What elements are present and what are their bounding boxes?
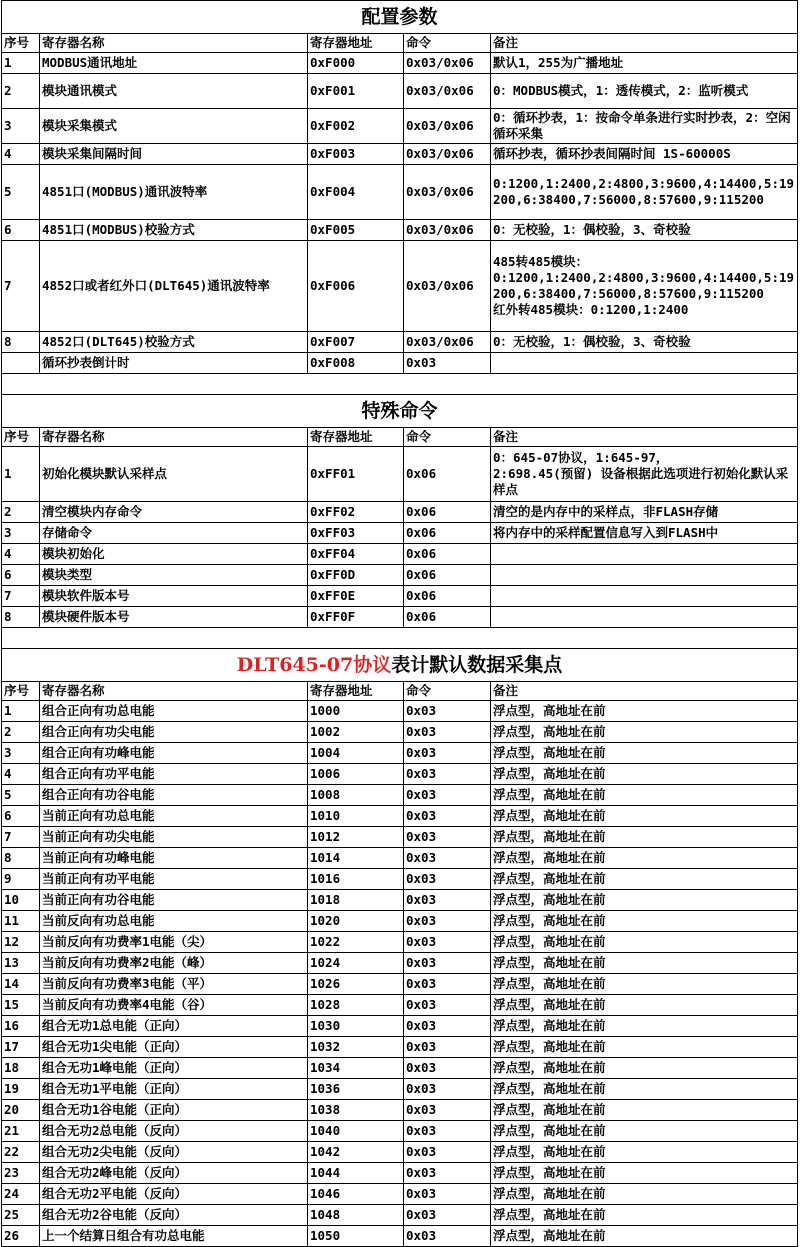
name-cell: 模块硬件版本号 [40, 607, 308, 628]
seq-cell: 6 [2, 806, 40, 827]
seq-cell: 20 [2, 1100, 40, 1121]
special-row [2, 607, 798, 628]
name-cell: 初始化模块默认采样点 [40, 447, 308, 502]
name-cell: 模块类型 [40, 565, 308, 586]
seq-cell: 26 [2, 1226, 40, 1247]
addr-cell: 0xFF03 [308, 523, 404, 544]
note-cell: 0:1200,1:2400,2:4800,3:9600,4:14400,5:19200,6:38400,7:56000,8:57600,9:115200 [491, 165, 798, 220]
note-line: 红外转485模块：0:1200,1:2400 [493, 302, 689, 317]
name-cell: 组合正向有功尖电能 [40, 722, 308, 743]
seq-cell: 8 [2, 332, 40, 353]
cmd-cell: 0x03/0x06 [404, 109, 491, 144]
name-cell: 当前正向有功谷电能 [40, 890, 308, 911]
name-cell: 组合无功2尖电能（反向） [40, 1142, 308, 1163]
dlt-row [2, 1037, 798, 1058]
name-cell: 模块初始化 [40, 544, 308, 565]
name-cell: 存储命令 [40, 523, 308, 544]
seq-cell: 10 [2, 890, 40, 911]
note-cell: 浮点型，高地址在前 [491, 869, 798, 890]
name-cell: 上一个结算日组合有功总电能 [40, 1226, 308, 1247]
addr-cell: 1002 [308, 722, 404, 743]
note-cell [491, 565, 798, 586]
addr-cell: 0xFF04 [308, 544, 404, 565]
config-row [2, 332, 798, 353]
note-cell: 浮点型，高地址在前 [491, 995, 798, 1016]
note-cell [491, 353, 798, 374]
addr-cell: 1032 [308, 1037, 404, 1058]
cmd-cell: 0x03/0x06 [404, 332, 491, 353]
dlt-row [2, 785, 798, 806]
cmd-cell: 0x03 [404, 911, 491, 932]
config-title: 配置参数 [2, 1, 798, 34]
note-cell: 浮点型，高地址在前 [491, 911, 798, 932]
seq-cell: 21 [2, 1121, 40, 1142]
cmd-cell: 0x06 [404, 565, 491, 586]
addr-cell: 1014 [308, 848, 404, 869]
seq-cell: 6 [2, 220, 40, 241]
seq-cell: 22 [2, 1142, 40, 1163]
header-seq: 序号 [2, 428, 40, 447]
note-cell: 0：循环抄表，1：按命令单条进行实时抄表，2：空闲循环采集 [491, 109, 798, 144]
note-cell: 浮点型，高地址在前 [491, 701, 798, 722]
addr-cell: 1038 [308, 1100, 404, 1121]
cmd-cell: 0x03 [404, 848, 491, 869]
name-cell: 组合正向有功谷电能 [40, 785, 308, 806]
header-seq: 序号 [2, 682, 40, 701]
name-cell: 组合无功1尖电能（正向） [40, 1037, 308, 1058]
name-cell: 组合正向有功峰电能 [40, 743, 308, 764]
special-row [2, 586, 798, 607]
dlt-row [2, 1226, 798, 1247]
addr-cell: 1026 [308, 974, 404, 995]
note-cell: 浮点型，高地址在前 [491, 785, 798, 806]
seq-cell: 4 [2, 764, 40, 785]
cmd-cell: 0x03 [404, 995, 491, 1016]
name-cell: 4851口(MODBUS)校验方式 [40, 220, 308, 241]
header-name: 寄存器名称 [40, 682, 308, 701]
note-cell: 浮点型，高地址在前 [491, 827, 798, 848]
name-cell: 4851口(MODBUS)通讯波特率 [40, 165, 308, 220]
seq-cell: 16 [2, 1016, 40, 1037]
cmd-cell: 0x03 [404, 722, 491, 743]
config-row [2, 109, 798, 144]
addr-cell: 1050 [308, 1226, 404, 1247]
header-addr: 寄存器地址 [308, 428, 404, 447]
dlt-row [2, 1142, 798, 1163]
dlt-row [2, 722, 798, 743]
seq-cell: 8 [2, 848, 40, 869]
cmd-cell: 0x03 [404, 743, 491, 764]
cmd-cell: 0x06 [404, 523, 491, 544]
dlt-row [2, 1058, 798, 1079]
cmd-cell: 0x03 [404, 890, 491, 911]
cmd-cell: 0x03 [404, 1058, 491, 1079]
dlt-row [2, 1163, 798, 1184]
seq-cell: 11 [2, 911, 40, 932]
special-header-row [2, 428, 798, 447]
note-cell: 浮点型，高地址在前 [491, 890, 798, 911]
dlt-title [2, 649, 798, 682]
note-cell: 0：无校验，1：偶校验，3、奇校验 [491, 332, 798, 353]
addr-cell: 1028 [308, 995, 404, 1016]
header-cmd: 命令 [404, 34, 491, 53]
header-note: 备注 [491, 34, 798, 53]
addr-cell: 0xF001 [308, 74, 404, 109]
name-cell: 当前正向有功平电能 [40, 869, 308, 890]
cmd-cell: 0x03/0x06 [404, 241, 491, 332]
addr-cell: 1004 [308, 743, 404, 764]
note-cell: 将内存中的采样配置信息写入到FLASH中 [491, 523, 798, 544]
addr-cell: 1024 [308, 953, 404, 974]
note-cell: 浮点型，高地址在前 [491, 974, 798, 995]
seq-cell: 2 [2, 74, 40, 109]
dlt-row [2, 1079, 798, 1100]
cmd-cell: 0x03 [404, 1100, 491, 1121]
note-cell: 浮点型，高地址在前 [491, 1037, 798, 1058]
dlt-row [2, 827, 798, 848]
name-cell: MODBUS通讯地址 [40, 53, 308, 74]
name-cell: 组合无功2峰电能（反向） [40, 1163, 308, 1184]
addr-cell: 0xF002 [308, 109, 404, 144]
seq-cell: 17 [2, 1037, 40, 1058]
cmd-cell: 0x03/0x06 [404, 165, 491, 220]
special-row [2, 544, 798, 565]
note-cell: 浮点型，高地址在前 [491, 1058, 798, 1079]
name-cell: 组合无功1总电能（正向） [40, 1016, 308, 1037]
cmd-cell: 0x03/0x06 [404, 144, 491, 165]
special-title: 特殊命令 [2, 395, 798, 428]
note-cell: 浮点型，高地址在前 [491, 848, 798, 869]
note-cell: 浮点型，高地址在前 [491, 743, 798, 764]
name-cell: 组合无功2平电能（反向） [40, 1184, 308, 1205]
cmd-cell: 0x03 [404, 1016, 491, 1037]
header-cmd: 命令 [404, 682, 491, 701]
addr-cell: 0xF000 [308, 53, 404, 74]
name-cell: 组合无功2谷电能（反向） [40, 1205, 308, 1226]
cmd-cell: 0x03 [404, 932, 491, 953]
dlt-title-rest: 表计默认数据采集点 [391, 654, 563, 676]
addr-cell: 1000 [308, 701, 404, 722]
note-cell: 浮点型，高地址在前 [491, 1163, 798, 1184]
header-note: 备注 [491, 428, 798, 447]
note-cell: 浮点型，高地址在前 [491, 806, 798, 827]
seq-cell: 25 [2, 1205, 40, 1226]
special-row [2, 502, 798, 523]
name-cell: 组合正向有功平电能 [40, 764, 308, 785]
addr-cell: 1020 [308, 911, 404, 932]
name-cell: 组合无功1峰电能（正向） [40, 1058, 308, 1079]
seq-cell: 12 [2, 932, 40, 953]
name-cell: 组合无功1谷电能（正向） [40, 1100, 308, 1121]
addr-cell: 1018 [308, 890, 404, 911]
config-row [2, 353, 798, 374]
cmd-cell: 0x03 [404, 1184, 491, 1205]
dlt-row [2, 1205, 798, 1226]
addr-cell: 1012 [308, 827, 404, 848]
note-cell: 浮点型，高地址在前 [491, 1142, 798, 1163]
note-line: 2:698.45(预留) 设备根据此选项进行初始化默认采样点 [493, 466, 789, 497]
cmd-cell: 0x03 [404, 701, 491, 722]
cmd-cell: 0x03 [404, 764, 491, 785]
note-cell: 0：无校验，1：偶校验，3、奇校验 [491, 220, 798, 241]
note-cell: 浮点型，高地址在前 [491, 1205, 798, 1226]
addr-cell: 0xFF01 [308, 447, 404, 502]
header-name: 寄存器名称 [40, 34, 308, 53]
note-cell: 浮点型，高地址在前 [491, 932, 798, 953]
addr-cell: 1040 [308, 1121, 404, 1142]
dlt-header-row [2, 682, 798, 701]
cmd-cell: 0x06 [404, 447, 491, 502]
addr-cell: 0xF007 [308, 332, 404, 353]
seq-cell: 1 [2, 53, 40, 74]
name-cell: 循环抄表倒计时 [40, 353, 308, 374]
dlt-row [2, 764, 798, 785]
note-cell: 浮点型，高地址在前 [491, 722, 798, 743]
note-cell: 0：MODBUS模式，1：透传模式，2：监听模式 [491, 74, 798, 109]
cmd-cell: 0x03/0x06 [404, 53, 491, 74]
note-cell: 清空的是内存中的采样点，非FLASH存储 [491, 502, 798, 523]
seq-cell: 4 [2, 144, 40, 165]
note-line: 0:1200,1:2400,2:4800,3:9600,4:14400,5:19200,6:38400,7:56000,8:57600,9:115200 [493, 270, 795, 301]
cmd-cell: 0x03/0x06 [404, 74, 491, 109]
seq-cell: 1 [2, 447, 40, 502]
note-cell [491, 544, 798, 565]
name-cell: 模块通讯模式 [40, 74, 308, 109]
seq-cell: 7 [2, 586, 40, 607]
name-cell: 当前反向有功费率2电能（峰） [40, 953, 308, 974]
note-cell: 循环抄表，循环抄表间隔时间 1S-60000S [491, 144, 798, 165]
seq-cell: 2 [2, 722, 40, 743]
dlt-row [2, 743, 798, 764]
seq-cell: 4 [2, 544, 40, 565]
name-cell: 组合无功2总电能（反向） [40, 1121, 308, 1142]
dlt-row [2, 974, 798, 995]
note-cell: 浮点型，高地址在前 [491, 1100, 798, 1121]
note-cell [491, 241, 798, 332]
special-row [2, 523, 798, 544]
name-cell: 组合无功1平电能（正向） [40, 1079, 308, 1100]
header-note: 备注 [491, 682, 798, 701]
addr-cell: 1036 [308, 1079, 404, 1100]
config-row [2, 165, 798, 220]
addr-cell: 0xF008 [308, 353, 404, 374]
seq-cell: 3 [2, 523, 40, 544]
seq-cell: 3 [2, 109, 40, 144]
seq-cell: 13 [2, 953, 40, 974]
note-cell [491, 586, 798, 607]
seq-cell: 8 [2, 607, 40, 628]
cmd-cell: 0x03 [404, 974, 491, 995]
seq-cell: 2 [2, 502, 40, 523]
cmd-cell: 0x03 [404, 1121, 491, 1142]
addr-cell: 1022 [308, 932, 404, 953]
dlt-row [2, 890, 798, 911]
addr-cell: 1006 [308, 764, 404, 785]
note-cell: 浮点型，高地址在前 [491, 1184, 798, 1205]
seq-cell: 3 [2, 743, 40, 764]
name-cell: 4852口(DLT645)校验方式 [40, 332, 308, 353]
dlt-row [2, 1016, 798, 1037]
cmd-cell: 0x06 [404, 586, 491, 607]
note-cell [491, 607, 798, 628]
addr-cell: 1042 [308, 1142, 404, 1163]
seq-cell: 7 [2, 827, 40, 848]
dlt-title-protocol: DLT645-07协议 [236, 654, 392, 676]
name-cell: 模块采集模式 [40, 109, 308, 144]
note-cell: 浮点型，高地址在前 [491, 1079, 798, 1100]
config-row [2, 53, 798, 74]
dlt-row [2, 806, 798, 827]
config-row [2, 144, 798, 165]
cmd-cell: 0x03 [404, 1163, 491, 1184]
seq-cell: 15 [2, 995, 40, 1016]
name-cell: 模块软件版本号 [40, 586, 308, 607]
header-name: 寄存器名称 [40, 428, 308, 447]
cmd-cell: 0x06 [404, 607, 491, 628]
name-cell: 组合正向有功总电能 [40, 701, 308, 722]
seq-cell: 5 [2, 165, 40, 220]
dlt-row [2, 1184, 798, 1205]
dlt-row [2, 1100, 798, 1121]
name-cell: 当前反向有功费率4电能（谷） [40, 995, 308, 1016]
note-line: 485转485模块： [493, 254, 589, 269]
note-cell: 默认1，255为广播地址 [491, 53, 798, 74]
addr-cell: 0xF006 [308, 241, 404, 332]
addr-cell: 0xFF0D [308, 565, 404, 586]
name-cell: 4852口或者红外口(DLT645)通讯波特率 [40, 241, 308, 332]
config-header-row [2, 34, 798, 53]
addr-cell: 1048 [308, 1205, 404, 1226]
name-cell: 模块采集间隔时间 [40, 144, 308, 165]
addr-cell: 1034 [308, 1058, 404, 1079]
header-seq: 序号 [2, 34, 40, 53]
seq-cell: 1 [2, 701, 40, 722]
addr-cell: 1010 [308, 806, 404, 827]
seq-cell: 14 [2, 974, 40, 995]
seq-cell: 9 [2, 869, 40, 890]
addr-cell: 1016 [308, 869, 404, 890]
section-gap [2, 628, 798, 649]
cmd-cell: 0x06 [404, 544, 491, 565]
seq-cell: 24 [2, 1184, 40, 1205]
config-row [2, 74, 798, 109]
config-row [2, 220, 798, 241]
note-cell: 浮点型，高地址在前 [491, 953, 798, 974]
dlt-row [2, 701, 798, 722]
seq-cell: 23 [2, 1163, 40, 1184]
name-cell: 当前反向有功费率1电能（尖） [40, 932, 308, 953]
note-cell: 浮点型，高地址在前 [491, 1016, 798, 1037]
config-row [2, 241, 798, 332]
seq-cell: 18 [2, 1058, 40, 1079]
name-cell: 当前反向有功费率3电能（平） [40, 974, 308, 995]
addr-cell: 1030 [308, 1016, 404, 1037]
addr-cell: 0xF003 [308, 144, 404, 165]
name-cell: 当前正向有功总电能 [40, 806, 308, 827]
cmd-cell: 0x03 [404, 1079, 491, 1100]
cmd-cell: 0x03 [404, 353, 491, 374]
cmd-cell: 0x03 [404, 806, 491, 827]
header-addr: 寄存器地址 [308, 682, 404, 701]
dlt-row [2, 932, 798, 953]
seq-cell: 7 [2, 241, 40, 332]
cmd-cell: 0x03 [404, 827, 491, 848]
cmd-cell: 0x03 [404, 1142, 491, 1163]
section-gap [2, 374, 798, 395]
seq-cell [2, 353, 40, 374]
header-cmd: 命令 [404, 428, 491, 447]
note-cell: 浮点型，高地址在前 [491, 764, 798, 785]
cmd-cell: 0x03 [404, 953, 491, 974]
name-cell: 当前反向有功总电能 [40, 911, 308, 932]
special-row [2, 447, 798, 502]
dlt-row [2, 953, 798, 974]
seq-cell: 5 [2, 785, 40, 806]
dlt-row [2, 869, 798, 890]
addr-cell: 1044 [308, 1163, 404, 1184]
cmd-cell: 0x06 [404, 502, 491, 523]
note-cell: 浮点型，高地址在前 [491, 1121, 798, 1142]
addr-cell: 1046 [308, 1184, 404, 1205]
addr-cell: 0xF004 [308, 165, 404, 220]
name-cell: 当前正向有功峰电能 [40, 848, 308, 869]
register-table [1, 0, 798, 1247]
header-addr: 寄存器地址 [308, 34, 404, 53]
addr-cell: 0xFF0E [308, 586, 404, 607]
seq-cell: 19 [2, 1079, 40, 1100]
seq-cell: 6 [2, 565, 40, 586]
cmd-cell: 0x03 [404, 1037, 491, 1058]
name-cell: 当前正向有功尖电能 [40, 827, 308, 848]
addr-cell: 1008 [308, 785, 404, 806]
addr-cell: 0xF005 [308, 220, 404, 241]
dlt-row [2, 911, 798, 932]
dlt-row [2, 848, 798, 869]
addr-cell: 0xFF0F [308, 607, 404, 628]
cmd-cell: 0x03 [404, 1205, 491, 1226]
cmd-cell: 0x03 [404, 1226, 491, 1247]
note-cell [491, 447, 798, 502]
dlt-row [2, 1121, 798, 1142]
cmd-cell: 0x03 [404, 785, 491, 806]
dlt-row [2, 995, 798, 1016]
special-row [2, 565, 798, 586]
cmd-cell: 0x03/0x06 [404, 220, 491, 241]
note-line: 0：645-07协议，1:645-97， [493, 450, 669, 465]
note-cell: 浮点型，高地址在前 [491, 1226, 798, 1247]
addr-cell: 0xFF02 [308, 502, 404, 523]
cmd-cell: 0x03 [404, 869, 491, 890]
name-cell: 清空模块内存命令 [40, 502, 308, 523]
